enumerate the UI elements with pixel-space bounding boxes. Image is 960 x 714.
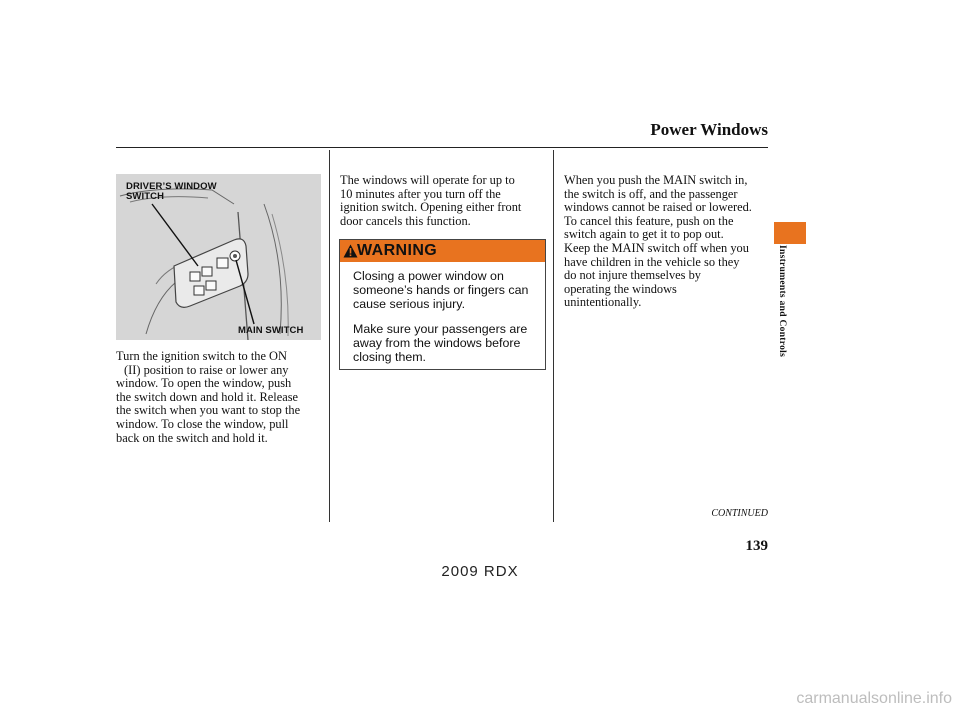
warning-paragraph-1: Closing a power window on someone’s hands or fingers can cause serious injury. — [353, 269, 529, 311]
column2-paragraph: The windows will operate for up to 10 minutes after you turn off the ignition switch. Opening either front door cancels this function. — [340, 173, 522, 228]
figure-label-main-switch: MAIN SWITCH — [238, 325, 304, 336]
page-number: 139 — [745, 538, 768, 554]
section-tab-label: Instruments and Controls — [777, 245, 787, 358]
figure-label-drivers-window-switch: DRIVER’S WINDOW SWITCH — [126, 181, 217, 202]
warning-title: WARNING — [357, 242, 438, 259]
column-divider — [553, 150, 554, 522]
model-footer: 2009 RDX — [441, 563, 519, 580]
column-divider — [329, 150, 330, 522]
continued-label: CONTINUED — [711, 508, 768, 519]
title-rule — [116, 147, 768, 148]
warning-box — [339, 239, 546, 370]
warning-header — [340, 240, 545, 262]
page-title: Power Windows — [650, 120, 768, 139]
warning-triangle-icon — [343, 244, 358, 258]
warning-paragraph-2: Make sure your passengers are away from the windows before closing them. — [353, 322, 528, 364]
section-tab-marker — [774, 222, 806, 244]
column1-paragraph: Turn the ignition switch to the ON (II) position to raise or lower any window. To open the window, push the switch down and hold it. Release the switch when you want to stop the window. To close the window, pull back on the switch and hold it. — [116, 349, 301, 445]
watermark: carmanualsonline.info — [796, 690, 952, 707]
window-switch-illustration — [116, 174, 321, 340]
column3-paragraph: When you push the MAIN switch in, the switch is off, and the passenger windows cannot be raised or lowered. To cancel this feature, push on the switch again to get it to pop out. Keep the MAIN switch off when you have children in the vehicle so they do not injure themselves by operating the windows unintentionally. — [564, 173, 752, 310]
